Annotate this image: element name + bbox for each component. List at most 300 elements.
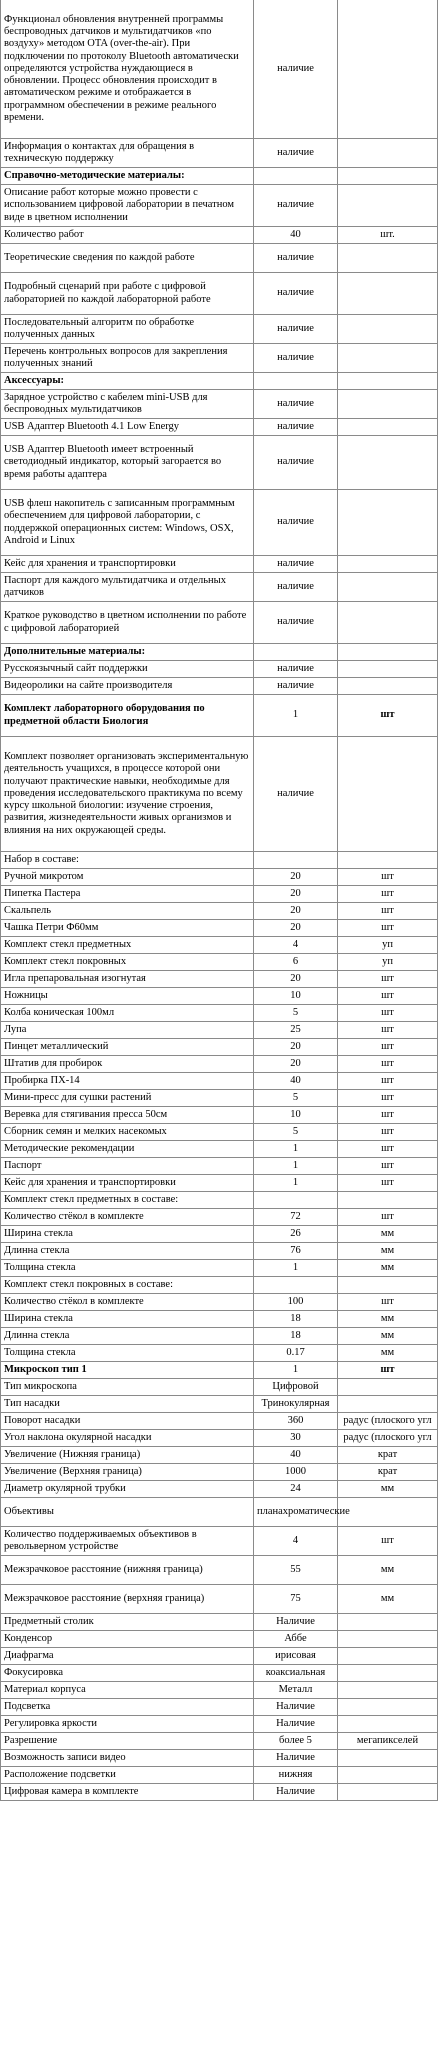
table-row bbox=[1, 1733, 438, 1750]
unit-cell: шт bbox=[338, 1141, 438, 1158]
parameter-cell: Пробирка ПХ-14 bbox=[1, 1073, 254, 1090]
value-cell: 4 bbox=[254, 1527, 338, 1556]
parameter-cell: Комплект лабораторного оборудования по предметной области Биология bbox=[1, 695, 254, 737]
parameter-cell: Количество стёкол в комплекте bbox=[1, 1209, 254, 1226]
unit-cell bbox=[338, 644, 438, 661]
table-row bbox=[1, 1175, 438, 1192]
unit-cell: шт bbox=[338, 1209, 438, 1226]
value-cell bbox=[254, 1277, 338, 1294]
parameter-cell: Паспорт для каждого мультидатчика и отдельных датчиков bbox=[1, 573, 254, 602]
value-cell: 75 bbox=[254, 1585, 338, 1614]
value-cell: 1 bbox=[254, 1158, 338, 1175]
table-row bbox=[1, 1158, 438, 1175]
table-row bbox=[1, 852, 438, 869]
table-row bbox=[1, 954, 438, 971]
parameter-cell: Комплект позволяет организовать экспериментальную деятельность учащихся, в процессе которой они получают практические навыки, необходимые для проведения исследовательского практикума по всему курсу школьной биологии: изучение строения, развития, жизнедеятельности живых организмов и влияния на них окружающей среды. bbox=[1, 737, 254, 852]
value-cell: 1 bbox=[254, 1175, 338, 1192]
unit-cell: шт bbox=[338, 1158, 438, 1175]
unit-cell: шт bbox=[338, 869, 438, 886]
value-cell: 5 bbox=[254, 1090, 338, 1107]
value-cell: наличие bbox=[254, 0, 338, 139]
unit-cell bbox=[338, 602, 438, 644]
parameter-cell: Увеличение (Верхняя граница) bbox=[1, 1464, 254, 1481]
unit-cell: радус (плоского угл bbox=[338, 1430, 438, 1447]
table-row bbox=[1, 602, 438, 644]
parameter-cell: Набор в составе: bbox=[1, 852, 254, 869]
value-cell: наличие bbox=[254, 185, 338, 227]
unit-cell: шт bbox=[338, 695, 438, 737]
table-row bbox=[1, 1294, 438, 1311]
unit-cell bbox=[338, 678, 438, 695]
table-row bbox=[1, 315, 438, 344]
parameter-cell: Межзрачковое расстояние (верхняя граница) bbox=[1, 1585, 254, 1614]
unit-cell bbox=[338, 1379, 438, 1396]
table-row bbox=[1, 869, 438, 886]
value-cell: 20 bbox=[254, 971, 338, 988]
unit-cell bbox=[338, 852, 438, 869]
parameter-cell: Микроскоп тип 1 bbox=[1, 1362, 254, 1379]
parameter-cell: Информация о контактах для обращения в техническую поддержку bbox=[1, 139, 254, 168]
unit-cell: уп bbox=[338, 937, 438, 954]
unit-cell bbox=[338, 1682, 438, 1699]
table-row bbox=[1, 903, 438, 920]
parameter-cell: Методические рекомендации bbox=[1, 1141, 254, 1158]
table-row bbox=[1, 1498, 438, 1527]
table-row bbox=[1, 1090, 438, 1107]
unit-cell bbox=[338, 573, 438, 602]
value-cell: 76 bbox=[254, 1243, 338, 1260]
table-row bbox=[1, 886, 438, 903]
unit-cell: радус (плоского угл bbox=[338, 1413, 438, 1430]
parameter-cell: Предметный столик bbox=[1, 1614, 254, 1631]
value-cell: 30 bbox=[254, 1430, 338, 1447]
value-cell: 18 bbox=[254, 1311, 338, 1328]
unit-cell bbox=[338, 344, 438, 373]
parameter-cell: Разрешение bbox=[1, 1733, 254, 1750]
value-cell: 40 bbox=[254, 1447, 338, 1464]
table-row bbox=[1, 390, 438, 419]
parameter-cell: Ручной микротом bbox=[1, 869, 254, 886]
unit-cell: мегапикселей bbox=[338, 1733, 438, 1750]
unit-cell bbox=[338, 1614, 438, 1631]
unit-cell: шт bbox=[338, 903, 438, 920]
parameter-cell: USB Адаптер Bluetooth имеет встроенный светодиодный индикатор, который загорается во время работы адаптера bbox=[1, 436, 254, 490]
parameter-cell: Штатив для пробирок bbox=[1, 1056, 254, 1073]
parameter-cell: Регулировка яркости bbox=[1, 1716, 254, 1733]
unit-cell bbox=[338, 1498, 438, 1527]
specification-table-body bbox=[1, 0, 438, 1801]
table-row bbox=[1, 678, 438, 695]
unit-cell: мм bbox=[338, 1328, 438, 1345]
table-row bbox=[1, 373, 438, 390]
parameter-cell: Цифровая камера в комплекте bbox=[1, 1784, 254, 1801]
table-row bbox=[1, 1430, 438, 1447]
table-row bbox=[1, 273, 438, 315]
value-cell: Аббе bbox=[254, 1631, 338, 1648]
unit-cell: шт bbox=[338, 1175, 438, 1192]
table-row bbox=[1, 1243, 438, 1260]
unit-cell: шт bbox=[338, 1362, 438, 1379]
table-row bbox=[1, 937, 438, 954]
parameter-cell: Комплект стекл предметных bbox=[1, 937, 254, 954]
table-row bbox=[1, 1396, 438, 1413]
table-row bbox=[1, 419, 438, 436]
parameter-cell: Поворот насадки bbox=[1, 1413, 254, 1430]
unit-cell bbox=[338, 419, 438, 436]
unit-cell bbox=[338, 315, 438, 344]
table-row bbox=[1, 1277, 438, 1294]
unit-cell: мм bbox=[338, 1243, 438, 1260]
unit-cell bbox=[338, 1750, 438, 1767]
parameter-cell: Длинна стекла bbox=[1, 1328, 254, 1345]
parameter-cell: Игла препаровальная изогнутая bbox=[1, 971, 254, 988]
value-cell: наличие bbox=[254, 273, 338, 315]
value-cell: наличие bbox=[254, 678, 338, 695]
value-cell: наличие bbox=[254, 390, 338, 419]
unit-cell bbox=[338, 490, 438, 556]
unit-cell: мм bbox=[338, 1260, 438, 1277]
unit-cell: шт bbox=[338, 920, 438, 937]
table-row bbox=[1, 1362, 438, 1379]
table-row bbox=[1, 1311, 438, 1328]
value-cell: 1 bbox=[254, 1141, 338, 1158]
value-cell: коаксиальная bbox=[254, 1665, 338, 1682]
value-cell: 1000 bbox=[254, 1464, 338, 1481]
parameter-cell: Угол наклона окулярной насадки bbox=[1, 1430, 254, 1447]
unit-cell bbox=[338, 1665, 438, 1682]
table-row bbox=[1, 988, 438, 1005]
table-row bbox=[1, 1005, 438, 1022]
value-cell: 10 bbox=[254, 1107, 338, 1124]
parameter-cell: Диафрагма bbox=[1, 1648, 254, 1665]
table-row bbox=[1, 1345, 438, 1362]
value-cell: 20 bbox=[254, 920, 338, 937]
parameter-cell: Количество работ bbox=[1, 227, 254, 244]
table-row bbox=[1, 1585, 438, 1614]
parameter-cell: Толщина стекла bbox=[1, 1345, 254, 1362]
value-cell: наличие bbox=[254, 436, 338, 490]
unit-cell: мм bbox=[338, 1226, 438, 1243]
table-row bbox=[1, 644, 438, 661]
value-cell: 25 bbox=[254, 1022, 338, 1039]
unit-cell bbox=[338, 1716, 438, 1733]
table-row bbox=[1, 1631, 438, 1648]
table-row bbox=[1, 0, 438, 139]
table-row bbox=[1, 1209, 438, 1226]
unit-cell: шт bbox=[338, 971, 438, 988]
parameter-cell: Тип микроскопа bbox=[1, 1379, 254, 1396]
parameter-cell: USB флеш накопитель с записанным программным обеспечением для цифровой лаборатории, с поддержкой операционных систем: Windows, OSX, Android и Linux bbox=[1, 490, 254, 556]
value-cell: 26 bbox=[254, 1226, 338, 1243]
unit-cell bbox=[338, 1396, 438, 1413]
unit-cell bbox=[338, 390, 438, 419]
table-row bbox=[1, 1039, 438, 1056]
parameter-cell: Последовательный алгоритм по обработке полученных данных bbox=[1, 315, 254, 344]
table-row bbox=[1, 436, 438, 490]
value-cell: планахроматические bbox=[254, 1498, 338, 1527]
table-row bbox=[1, 139, 438, 168]
unit-cell bbox=[338, 168, 438, 185]
unit-cell: мм bbox=[338, 1556, 438, 1585]
parameter-cell: Материал корпуса bbox=[1, 1682, 254, 1699]
parameter-cell: Дополнительные материалы: bbox=[1, 644, 254, 661]
parameter-cell: Подсветка bbox=[1, 1699, 254, 1716]
parameter-cell: Веревка для стягивания пресса 50см bbox=[1, 1107, 254, 1124]
table-row bbox=[1, 1682, 438, 1699]
unit-cell: мм bbox=[338, 1311, 438, 1328]
table-row bbox=[1, 971, 438, 988]
value-cell: ирисовая bbox=[254, 1648, 338, 1665]
value-cell: 0.17 bbox=[254, 1345, 338, 1362]
value-cell: 360 bbox=[254, 1413, 338, 1430]
value-cell: наличие bbox=[254, 490, 338, 556]
unit-cell: крат bbox=[338, 1447, 438, 1464]
parameter-cell: Диаметр окулярной трубки bbox=[1, 1481, 254, 1498]
table-row bbox=[1, 1750, 438, 1767]
unit-cell: мм bbox=[338, 1345, 438, 1362]
parameter-cell: Ширина стекла bbox=[1, 1226, 254, 1243]
table-row bbox=[1, 1556, 438, 1585]
value-cell: 1 bbox=[254, 695, 338, 737]
parameter-cell: Ширина стекла bbox=[1, 1311, 254, 1328]
value-cell: более 5 bbox=[254, 1733, 338, 1750]
table-row bbox=[1, 1464, 438, 1481]
parameter-cell: Количество стёкол в комплекте bbox=[1, 1294, 254, 1311]
parameter-cell: Аксессуары: bbox=[1, 373, 254, 390]
unit-cell: шт bbox=[338, 1039, 438, 1056]
value-cell: 1 bbox=[254, 1260, 338, 1277]
parameter-cell: Комплект стекл покровных bbox=[1, 954, 254, 971]
value-cell: 4 bbox=[254, 937, 338, 954]
unit-cell bbox=[338, 1699, 438, 1716]
parameter-cell: Сборник семян и мелких насекомых bbox=[1, 1124, 254, 1141]
parameter-cell: Русскоязычный сайт поддержки bbox=[1, 661, 254, 678]
table-row bbox=[1, 490, 438, 556]
unit-cell bbox=[338, 185, 438, 227]
parameter-cell: Пипетка Пастера bbox=[1, 886, 254, 903]
value-cell: Цифровой bbox=[254, 1379, 338, 1396]
parameter-cell: Возможность записи видео bbox=[1, 1750, 254, 1767]
value-cell: наличие bbox=[254, 556, 338, 573]
value-cell: Металл bbox=[254, 1682, 338, 1699]
value-cell: наличие bbox=[254, 737, 338, 852]
table-row bbox=[1, 1192, 438, 1209]
value-cell: 100 bbox=[254, 1294, 338, 1311]
parameter-cell: Паспорт bbox=[1, 1158, 254, 1175]
value-cell: 20 bbox=[254, 903, 338, 920]
table-row bbox=[1, 1648, 438, 1665]
parameter-cell: Ножницы bbox=[1, 988, 254, 1005]
unit-cell: шт bbox=[338, 1294, 438, 1311]
unit-cell bbox=[338, 1784, 438, 1801]
unit-cell bbox=[338, 1277, 438, 1294]
value-cell: 1 bbox=[254, 1362, 338, 1379]
parameter-cell: Длинна стекла bbox=[1, 1243, 254, 1260]
parameter-cell: Увеличение (Нижняя граница) bbox=[1, 1447, 254, 1464]
unit-cell: шт bbox=[338, 1107, 438, 1124]
value-cell bbox=[254, 1192, 338, 1209]
value-cell: 10 bbox=[254, 988, 338, 1005]
table-row bbox=[1, 920, 438, 937]
unit-cell: шт bbox=[338, 1073, 438, 1090]
parameter-cell: Комплект стекл предметных в составе: bbox=[1, 1192, 254, 1209]
value-cell: наличие bbox=[254, 661, 338, 678]
unit-cell: шт bbox=[338, 1056, 438, 1073]
parameter-cell: Кейс для хранения и транспортировки bbox=[1, 556, 254, 573]
unit-cell bbox=[338, 737, 438, 852]
value-cell: 20 bbox=[254, 886, 338, 903]
value-cell: 6 bbox=[254, 954, 338, 971]
table-row bbox=[1, 737, 438, 852]
parameter-cell: Краткое руководство в цветном исполнении по работе с цифровой лабораторией bbox=[1, 602, 254, 644]
value-cell: 40 bbox=[254, 227, 338, 244]
parameter-cell: Конденсор bbox=[1, 1631, 254, 1648]
unit-cell bbox=[338, 556, 438, 573]
unit-cell bbox=[338, 1192, 438, 1209]
parameter-cell: Лупа bbox=[1, 1022, 254, 1039]
value-cell: Наличие bbox=[254, 1699, 338, 1716]
unit-cell: шт bbox=[338, 1022, 438, 1039]
table-row bbox=[1, 244, 438, 273]
table-row bbox=[1, 661, 438, 678]
value-cell bbox=[254, 168, 338, 185]
parameter-cell: Мини-пресс для сушки растений bbox=[1, 1090, 254, 1107]
unit-cell: шт bbox=[338, 1005, 438, 1022]
parameter-cell: Количество поддерживаемых объективов в револьверном устройстве bbox=[1, 1527, 254, 1556]
table-row bbox=[1, 1328, 438, 1345]
value-cell: 24 bbox=[254, 1481, 338, 1498]
table-row bbox=[1, 185, 438, 227]
parameter-cell: Межзрачковое расстояние (нижняя граница) bbox=[1, 1556, 254, 1585]
unit-cell: мм bbox=[338, 1585, 438, 1614]
table-row bbox=[1, 168, 438, 185]
table-row bbox=[1, 1481, 438, 1498]
value-cell: Тринокулярная bbox=[254, 1396, 338, 1413]
value-cell: 5 bbox=[254, 1124, 338, 1141]
table-row bbox=[1, 1141, 438, 1158]
table-row bbox=[1, 1784, 438, 1801]
table-row bbox=[1, 1022, 438, 1039]
table-row bbox=[1, 1124, 438, 1141]
unit-cell bbox=[338, 139, 438, 168]
table-row bbox=[1, 1073, 438, 1090]
value-cell bbox=[254, 644, 338, 661]
parameter-cell: Чашка Петри Ф60мм bbox=[1, 920, 254, 937]
value-cell: Наличие bbox=[254, 1784, 338, 1801]
value-cell: наличие bbox=[254, 419, 338, 436]
parameter-cell: Объективы bbox=[1, 1498, 254, 1527]
parameter-cell: Толщина стекла bbox=[1, 1260, 254, 1277]
table-row bbox=[1, 1699, 438, 1716]
parameter-cell: Колба коническая 100мл bbox=[1, 1005, 254, 1022]
table-row bbox=[1, 1665, 438, 1682]
table-row bbox=[1, 1107, 438, 1124]
table-row bbox=[1, 556, 438, 573]
value-cell: 72 bbox=[254, 1209, 338, 1226]
unit-cell: шт bbox=[338, 1124, 438, 1141]
unit-cell bbox=[338, 436, 438, 490]
parameter-cell: Комплект стекл покровных в составе: bbox=[1, 1277, 254, 1294]
value-cell: 20 bbox=[254, 869, 338, 886]
parameter-cell: USB Адаптер Bluetooth 4.1 Low Energy bbox=[1, 419, 254, 436]
table-row bbox=[1, 227, 438, 244]
table-row bbox=[1, 1379, 438, 1396]
parameter-cell: Подробный сценарий при работе с цифровой лабораторией по каждой лабораторной работе bbox=[1, 273, 254, 315]
unit-cell bbox=[338, 273, 438, 315]
unit-cell: крат bbox=[338, 1464, 438, 1481]
value-cell: наличие bbox=[254, 573, 338, 602]
unit-cell bbox=[338, 1767, 438, 1784]
value-cell: Наличие bbox=[254, 1716, 338, 1733]
table-row bbox=[1, 1226, 438, 1243]
parameter-cell: Справочно-методические материалы: bbox=[1, 168, 254, 185]
parameter-cell: Фокусировка bbox=[1, 1665, 254, 1682]
unit-cell: шт bbox=[338, 1090, 438, 1107]
unit-cell: шт bbox=[338, 1527, 438, 1556]
value-cell: наличие bbox=[254, 139, 338, 168]
value-cell: 5 bbox=[254, 1005, 338, 1022]
table-row bbox=[1, 1413, 438, 1430]
value-cell: наличие bbox=[254, 344, 338, 373]
unit-cell bbox=[338, 0, 438, 139]
unit-cell: шт bbox=[338, 988, 438, 1005]
value-cell: нижняя bbox=[254, 1767, 338, 1784]
parameter-cell: Зарядное устройство с кабелем mini-USB для беспроводных мультидатчиков bbox=[1, 390, 254, 419]
unit-cell bbox=[338, 1631, 438, 1648]
table-row bbox=[1, 1767, 438, 1784]
table-row bbox=[1, 1614, 438, 1631]
parameter-cell: Видеоролики на сайте производителя bbox=[1, 678, 254, 695]
value-cell: 20 bbox=[254, 1056, 338, 1073]
table-row bbox=[1, 1527, 438, 1556]
unit-cell bbox=[338, 244, 438, 273]
parameter-cell: Перечень контрольных вопросов для закрепления полученных знаний bbox=[1, 344, 254, 373]
unit-cell bbox=[338, 373, 438, 390]
value-cell bbox=[254, 373, 338, 390]
parameter-cell: Описание работ которые можно провести с использованием цифровой лаборатории в печатном виде в цветном исполнении bbox=[1, 185, 254, 227]
value-cell: 20 bbox=[254, 1039, 338, 1056]
table-row bbox=[1, 1260, 438, 1277]
table-row bbox=[1, 1447, 438, 1464]
value-cell: 55 bbox=[254, 1556, 338, 1585]
value-cell: наличие bbox=[254, 244, 338, 273]
parameter-cell: Скальпель bbox=[1, 903, 254, 920]
parameter-cell: Пинцет металлический bbox=[1, 1039, 254, 1056]
value-cell bbox=[254, 852, 338, 869]
table-row bbox=[1, 1716, 438, 1733]
unit-cell: шт. bbox=[338, 227, 438, 244]
table-row bbox=[1, 1056, 438, 1073]
unit-cell bbox=[338, 1648, 438, 1665]
parameter-cell: Теоретические сведения по каждой работе bbox=[1, 244, 254, 273]
table-row bbox=[1, 573, 438, 602]
parameter-cell: Тип насадки bbox=[1, 1396, 254, 1413]
value-cell: Наличие bbox=[254, 1614, 338, 1631]
unit-cell: уп bbox=[338, 954, 438, 971]
parameter-cell: Функционал обновления внутренней программы беспроводных датчиков и мультидатчиков «по воздуху» методом OTA (over-the-air). При подключении по протоколу Bluetooth автоматически определяются устройства нуждающиеся в обновлении. Процесс обновления происходит в автоматическом режиме и отображается в программном обеспечении в режиме реального времени. bbox=[1, 0, 254, 139]
parameter-cell: Расположение подсветки bbox=[1, 1767, 254, 1784]
unit-cell: мм bbox=[338, 1481, 438, 1498]
unit-cell: шт bbox=[338, 886, 438, 903]
value-cell: 18 bbox=[254, 1328, 338, 1345]
value-cell: 40 bbox=[254, 1073, 338, 1090]
value-cell: наличие bbox=[254, 315, 338, 344]
parameter-cell: Кейс для хранения и транспортировки bbox=[1, 1175, 254, 1192]
value-cell: Наличие bbox=[254, 1750, 338, 1767]
unit-cell bbox=[338, 661, 438, 678]
table-row bbox=[1, 695, 438, 737]
value-cell: наличие bbox=[254, 602, 338, 644]
